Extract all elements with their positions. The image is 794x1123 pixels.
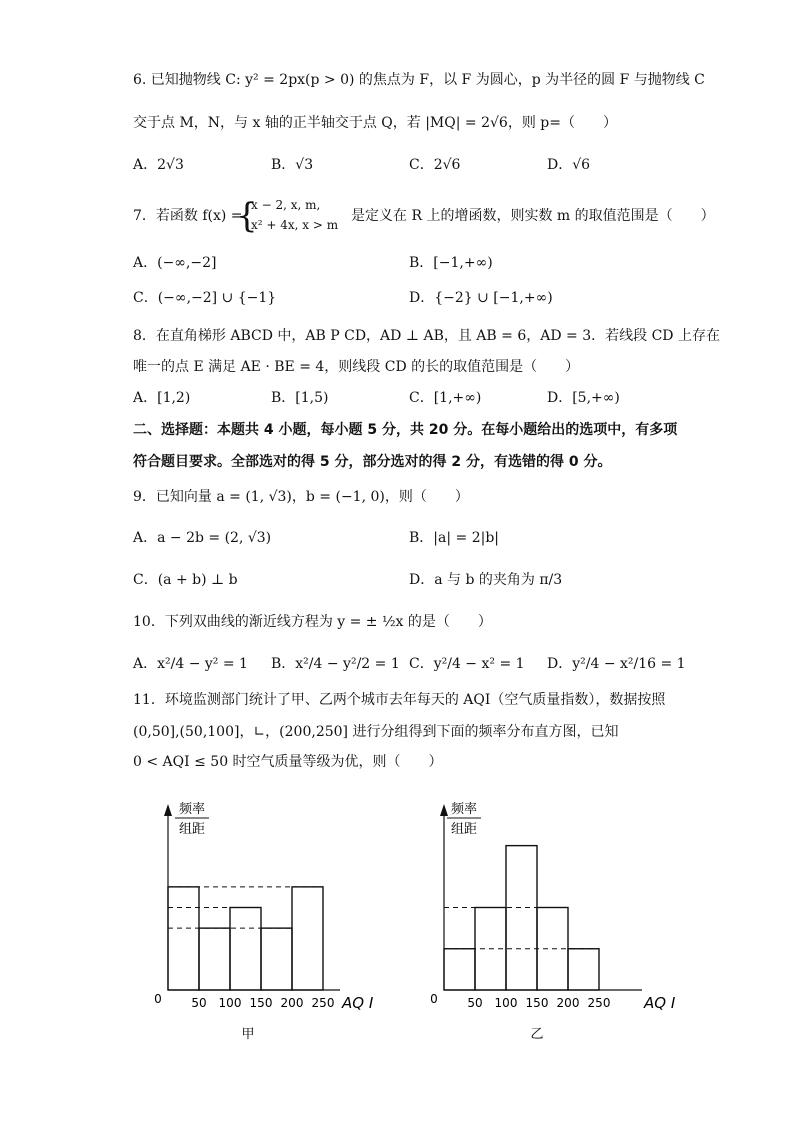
q7-option-d: D．{−2} ∪ [−1,+∞) (409, 290, 553, 306)
q7-piece1: x − 2, x, m, (251, 198, 321, 212)
histogram-bar (568, 949, 599, 990)
x-tick-label: 150 (525, 996, 549, 1010)
histogram-bar (444, 949, 475, 990)
q11-line3: 0 < AQI ≤ 50 时空气质量等级为优，则（ ） (133, 754, 443, 770)
y-label-top: 频率 (450, 802, 478, 817)
q10-option-b: B．x²/4 − y²/2 = 1 (271, 656, 400, 672)
x-axis-label: AQ I (342, 994, 374, 1012)
histogram-yi (420, 780, 690, 1040)
q8-option-a: A．[1,2) (133, 390, 191, 406)
histogram-bar (261, 928, 292, 990)
q8-option-d: D．[5,+∞) (547, 390, 620, 406)
histogram-jia (140, 780, 400, 1040)
origin-label: 0 (154, 992, 162, 1006)
q8-option-b: B．[1,5) (271, 390, 329, 406)
section2-line2: 符合题目要求。全部选对的得 5 分，部分选对的得 2 分，有选错的得 0 分。 (133, 454, 612, 470)
q6-option-a: A．2√3 (133, 157, 184, 173)
origin-label: 0 (430, 992, 438, 1006)
y-label-top: 频率 (178, 802, 206, 817)
q6-option-d: D．√6 (547, 157, 591, 173)
q11-line2: (0,50],(50,100]，∟，(200,250] 进行分组得到下面的频率分布直方图，已知 (133, 724, 619, 740)
q6-option-c: C．2√6 (409, 157, 461, 173)
q7-suffix: 是定义在 R 上的增函数，则实数 m 的取值范围是（ ） (351, 208, 715, 224)
q11-line1: 11．环境监测部门统计了甲、乙两个城市去年每天的 AQI（空气质量指数），数据按照 (133, 692, 666, 708)
x-tick-label: 50 (191, 996, 207, 1010)
q8-line1: 8．在直角梯形 ABCD 中，AB P CD，AD ⊥ AB，且 AB = 6，AD = 3．若线段 CD 上存在 (133, 328, 720, 344)
q7-prefix: 7．若函数 f(x) = (133, 208, 243, 224)
q9-option-d: D．a 与 b 的夹角为 π/3 (409, 572, 563, 588)
y-label-bottom: 组距 (178, 822, 206, 837)
section2-line1: 二、选择题：本题共 4 小题，每小题 5 分，共 20 分。在每小题给出的选项中，有多项 (133, 422, 678, 438)
histogram-bar (230, 908, 261, 991)
y-label-bottom: 组距 (450, 822, 478, 837)
histogram-bar (292, 887, 323, 990)
x-tick-label: 100 (218, 996, 242, 1010)
x-tick-label: 100 (494, 996, 518, 1010)
q9-option-c: C．(a + b) ⊥ b (133, 572, 238, 588)
x-tick-label: 250 (587, 996, 611, 1010)
y-axis-arrow (164, 804, 172, 816)
q6-line1: 6. 已知抛物线 C: y² = 2px(p > 0) 的焦点为 F，以 F 为圆心，p 为半径的圆 F 与抛物线 C (133, 72, 705, 88)
q10-option-c: C．y²/4 − x² = 1 (409, 656, 525, 672)
histogram-bar (168, 887, 199, 990)
x-tick-label: 200 (556, 996, 580, 1010)
y-axis-arrow (440, 804, 448, 816)
histogram-bar (199, 928, 230, 990)
x-tick-label: 200 (280, 996, 304, 1010)
x-tick-label: 150 (249, 996, 273, 1010)
x-axis-label: AQ I (644, 994, 676, 1012)
q6-line2: 交于点 M，N，与 x 轴的正半轴交于点 Q，若 |MQ| = 2√6，则 p=（ ） (133, 115, 617, 131)
chart-caption: 乙 (530, 1027, 544, 1040)
q7-option-a: A．(−∞,−2] (133, 255, 217, 271)
q8-option-c: C．[1,+∞) (409, 390, 482, 406)
q9-line1: 9．已知向量 a = (1, √3)，b = (−1, 0)，则（ ） (133, 489, 469, 505)
q7-piece2: x² + 4x, x > m (251, 218, 339, 232)
q8-line2: 唯一的点 E 满足 AE · BE = 4，则线段 CD 的长的取值范围是（ ） (133, 359, 580, 375)
x-tick-label: 50 (467, 996, 483, 1010)
q6-option-b: B．√3 (271, 157, 314, 173)
q10-option-d: D．y²/4 − x²/16 = 1 (547, 656, 686, 672)
q7-option-c: C．(−∞,−2] ∪ {−1} (133, 290, 277, 306)
q10-line1: 10．下列双曲线的渐近线方程为 y = ± ½x 的是（ ） (133, 614, 492, 630)
chart-caption: 甲 (241, 1027, 255, 1040)
q9-option-a: A．a − 2b = (2, √3) (133, 530, 272, 546)
histogram-bar (506, 846, 537, 990)
q7-brace: { (236, 196, 258, 236)
q9-option-b: B．|a| = 2|b| (409, 530, 500, 546)
q7-option-b: B．[−1,+∞) (409, 255, 493, 271)
x-tick-label: 250 (311, 996, 335, 1010)
q10-option-a: A．x²/4 − y² = 1 (133, 656, 248, 672)
